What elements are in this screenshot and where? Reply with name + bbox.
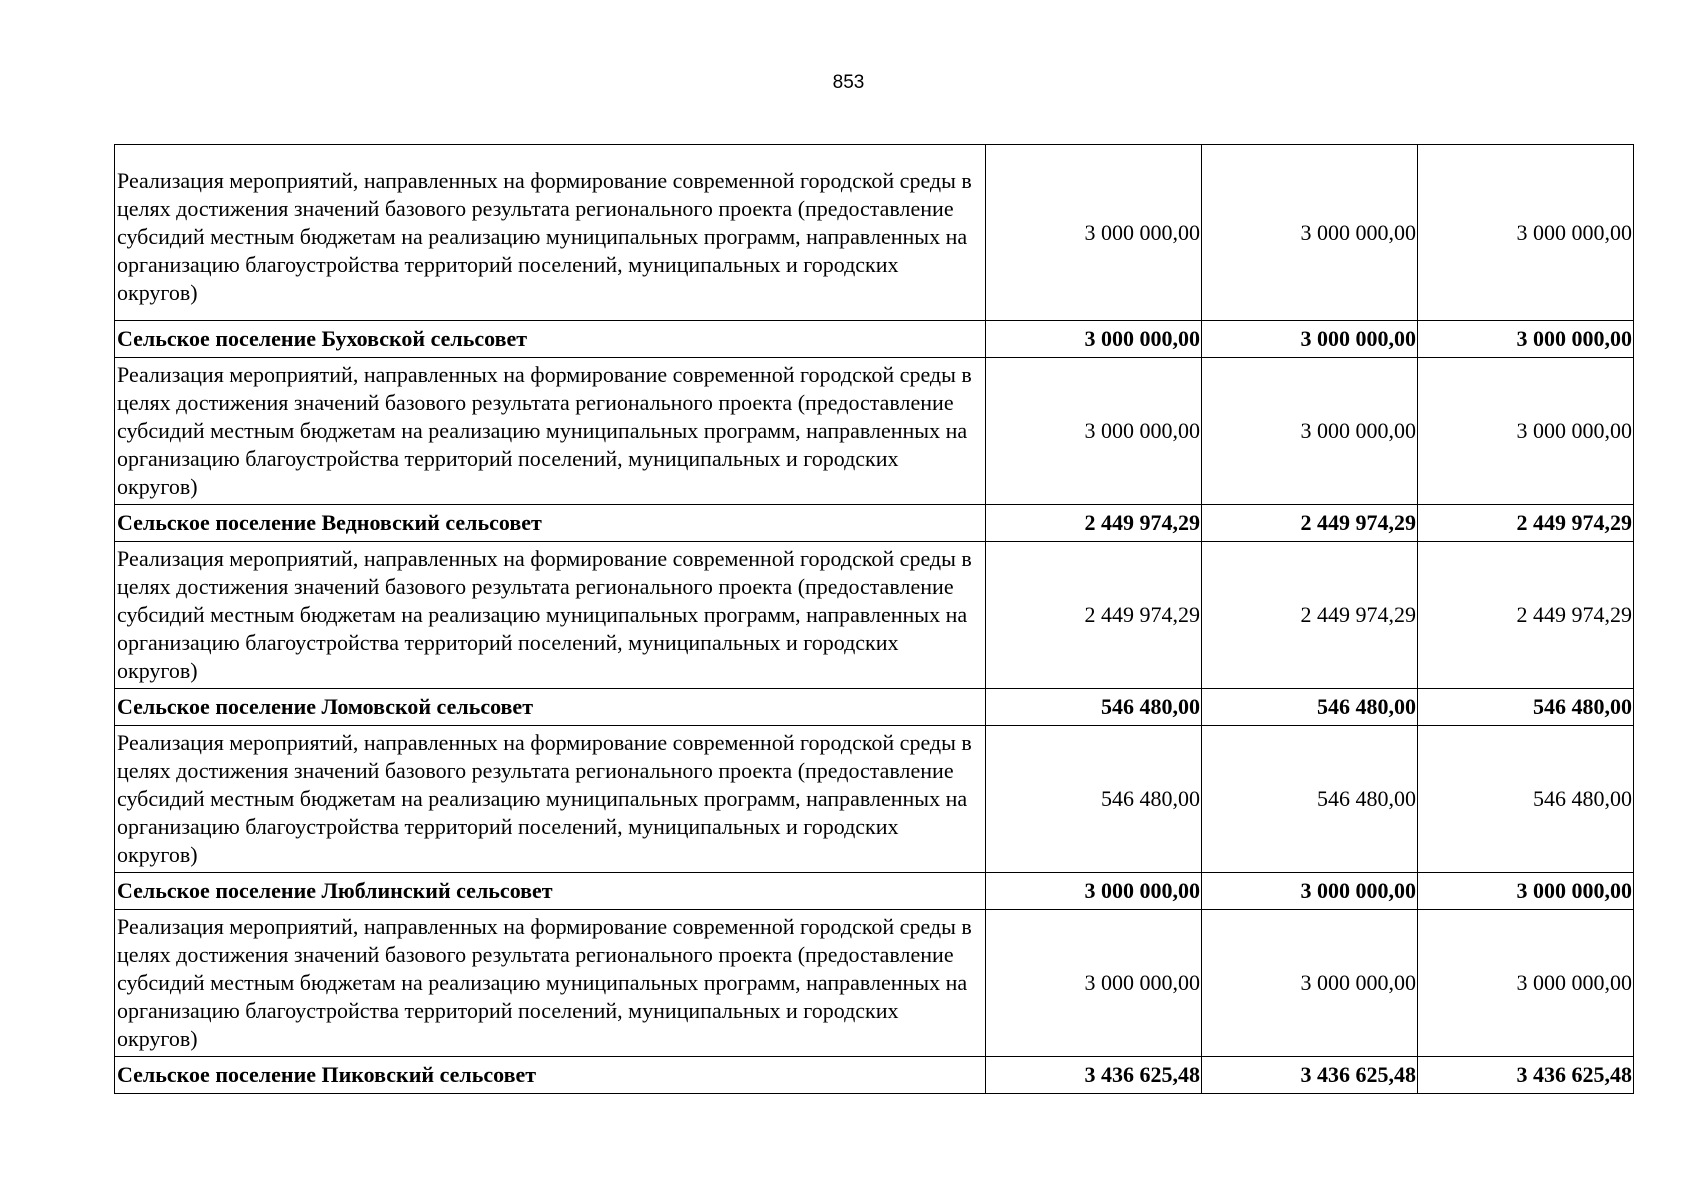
table-row-detail xyxy=(115,145,1634,321)
amount-cell-3: 3 000 000,00 xyxy=(1418,873,1634,910)
table-row-detail xyxy=(115,542,1634,689)
amount-cell-2: 546 480,00 xyxy=(1202,689,1418,726)
amount-cell-3: 546 480,00 xyxy=(1418,689,1634,726)
amount-cell-2: 2 449 974,29 xyxy=(1202,542,1418,689)
table-row-detail xyxy=(115,726,1634,873)
amount-cell-1: 3 000 000,00 xyxy=(986,358,1202,505)
amount-cell-3: 2 449 974,29 xyxy=(1418,505,1634,542)
table-row-total xyxy=(115,1057,1634,1094)
row-description: Реализация мероприятий, направленных на формирование современной городской среды в целях достижения значений базового результата регионального проекта (предоставление субсидий местным бюджетам на реализацию муниципальных программ, направленных на организацию благоустройства территорий поселений, муниципальных и городских округов) xyxy=(115,910,986,1057)
amount-cell-2: 3 000 000,00 xyxy=(1202,321,1418,358)
table-row-total xyxy=(115,873,1634,910)
table-row-detail xyxy=(115,358,1634,505)
amount-cell-3: 3 000 000,00 xyxy=(1418,321,1634,358)
amount-cell-1: 546 480,00 xyxy=(986,726,1202,873)
settlement-name: Сельское поселение Люблинский сельсовет xyxy=(115,873,986,910)
table-row-detail xyxy=(115,910,1634,1057)
budget-table-body xyxy=(115,145,1634,1094)
amount-cell-3: 3 000 000,00 xyxy=(1418,358,1634,505)
settlement-name: Сельское поселение Пиковский сельсовет xyxy=(115,1057,986,1094)
budget-table xyxy=(114,144,1634,1094)
amount-cell-1: 3 436 625,48 xyxy=(986,1057,1202,1094)
amount-cell-2: 3 436 625,48 xyxy=(1202,1057,1418,1094)
amount-cell-2: 3 000 000,00 xyxy=(1202,910,1418,1057)
table-row-total xyxy=(115,505,1634,542)
row-description: Реализация мероприятий, направленных на формирование современной городской среды в целях достижения значений базового результата регионального проекта (предоставление субсидий местным бюджетам на реализацию муниципальных программ, направленных на организацию благоустройства территорий поселений, муниципальных и городских округов) xyxy=(115,726,986,873)
amount-cell-1: 546 480,00 xyxy=(986,689,1202,726)
amount-cell-1: 3 000 000,00 xyxy=(986,910,1202,1057)
settlement-name: Сельское поселение Ведновский сельсовет xyxy=(115,505,986,542)
amount-cell-3: 3 436 625,48 xyxy=(1418,1057,1634,1094)
amount-cell-1: 3 000 000,00 xyxy=(986,145,1202,321)
row-description: Реализация мероприятий, направленных на формирование современной городской среды в целях достижения значений базового результата регионального проекта (предоставление субсидий местным бюджетам на реализацию муниципальных программ, направленных на организацию благоустройства территорий поселений, муниципальных и городских округов) xyxy=(115,358,986,505)
amount-cell-2: 3 000 000,00 xyxy=(1202,358,1418,505)
settlement-name: Сельское поселение Ломовской сельсовет xyxy=(115,689,986,726)
amount-cell-3: 2 449 974,29 xyxy=(1418,542,1634,689)
settlement-name: Сельское поселение Буховской сельсовет xyxy=(115,321,986,358)
amount-cell-2: 3 000 000,00 xyxy=(1202,145,1418,321)
page-number: 853 xyxy=(832,72,865,93)
table-row-total xyxy=(115,689,1634,726)
amount-cell-3: 3 000 000,00 xyxy=(1418,145,1634,321)
amount-cell-1: 3 000 000,00 xyxy=(986,873,1202,910)
amount-cell-2: 3 000 000,00 xyxy=(1202,873,1418,910)
row-description: Реализация мероприятий, направленных на формирование современной городской среды в целях достижения значений базового результата регионального проекта (предоставление субсидий местным бюджетам на реализацию муниципальных программ, направленных на организацию благоустройства территорий поселений, муниципальных и городских округов) xyxy=(115,145,986,321)
amount-cell-1: 3 000 000,00 xyxy=(986,321,1202,358)
amount-cell-2: 2 449 974,29 xyxy=(1202,505,1418,542)
amount-cell-1: 2 449 974,29 xyxy=(986,505,1202,542)
amount-cell-2: 546 480,00 xyxy=(1202,726,1418,873)
amount-cell-3: 3 000 000,00 xyxy=(1418,910,1634,1057)
amount-cell-3: 546 480,00 xyxy=(1418,726,1634,873)
amount-cell-1: 2 449 974,29 xyxy=(986,542,1202,689)
table-row-total xyxy=(115,321,1634,358)
row-description: Реализация мероприятий, направленных на формирование современной городской среды в целях достижения значений базового результата регионального проекта (предоставление субсидий местным бюджетам на реализацию муниципальных программ, направленных на организацию благоустройства территорий поселений, муниципальных и городских округов) xyxy=(115,542,986,689)
